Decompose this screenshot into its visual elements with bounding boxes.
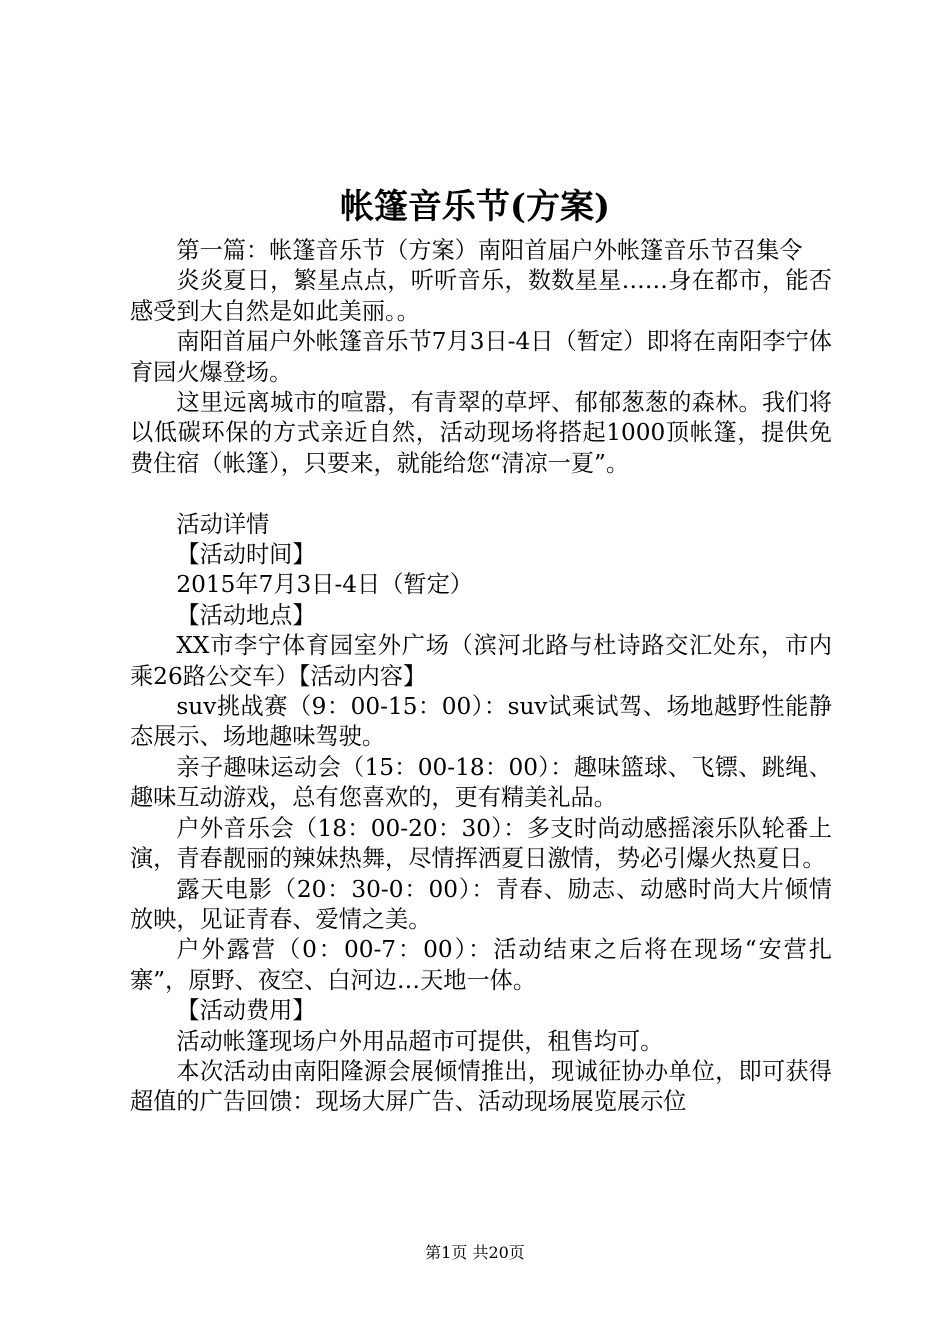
paragraph: XX市李宁体育园室外广场（滨河北路与杜诗路交汇处东，市内乘26路公交车）【活动内容】 (130, 632, 832, 690)
paragraph: 第一篇：帐篷音乐节（方案）南阳首届户外帐篷音乐节召集令 (176, 237, 803, 264)
document-body (130, 236, 832, 1118)
page-number: 第1页 共20页 (425, 1243, 525, 1262)
paragraph: 2015年7月3日-4日（暂定） (176, 571, 473, 599)
paragraph: 露天电影（20：30-0：00）：青春、励志、动感时尚大片倾情放映，见证青春、爱情之美。 (130, 875, 832, 933)
section-label: 【活动地点】 (176, 601, 316, 629)
paragraph: 户外露营（0：00-7：00）：活动结束之后将在现场“安营扎寨”，原野、夜空、白河边…天地一体。 (130, 936, 832, 994)
paragraph: 活动帐篷现场户外用品超市可提供，租售均可。 (176, 1027, 664, 1055)
blank-line (130, 479, 832, 509)
paragraph: suv挑战赛（9：00-15：00）：suv试乘试驾、场地越野性能静态展示、场地趣味驾驶。 (130, 693, 832, 751)
section-label: 【活动费用】 (176, 997, 316, 1025)
paragraph: 户外音乐会（18：00-20：30）：多支时尚动感摇滚乐队轮番上演，青春靓丽的辣妹热舞，尽情挥洒夏日激情，势必引爆火热夏日。 (130, 814, 832, 873)
section-heading: 活动详情 (176, 510, 270, 538)
paragraph: 炎炎夏日，繁星点点，听听音乐，数数星星……身在都市，能否感受到大自然是如此美丽。。 (130, 267, 832, 325)
document-title: 帐篷音乐节(方案) (339, 187, 611, 227)
paragraph: 这里远离城市的喧嚣，有青翠的草坪、郁郁葱葱的森林。我们将以低碳环保的方式亲近自然，活动现场将搭起1000顶帐篷，提供免费住宿（帐篷），只要来，就能给您“清凉一夏”。 (130, 389, 832, 477)
paragraph: 亲子趣味运动会（15：00-18：00）：趣味篮球、飞镖、跳绳、趣味互动游戏，总有您喜欢的，更有精美礼品。 (130, 753, 832, 812)
section-label: 【活动时间】 (176, 541, 316, 569)
paragraph: 南阳首届户外帐篷音乐节7月3日-4日（暂定）即将在南阳李宁体育园火爆登场。 (130, 328, 832, 386)
paragraph: 本次活动由南阳隆源会展倾情推出，现诚征协办单位，即可获得超值的广告回馈：现场大屏广告、活动现场展览展示位 (130, 1057, 832, 1116)
